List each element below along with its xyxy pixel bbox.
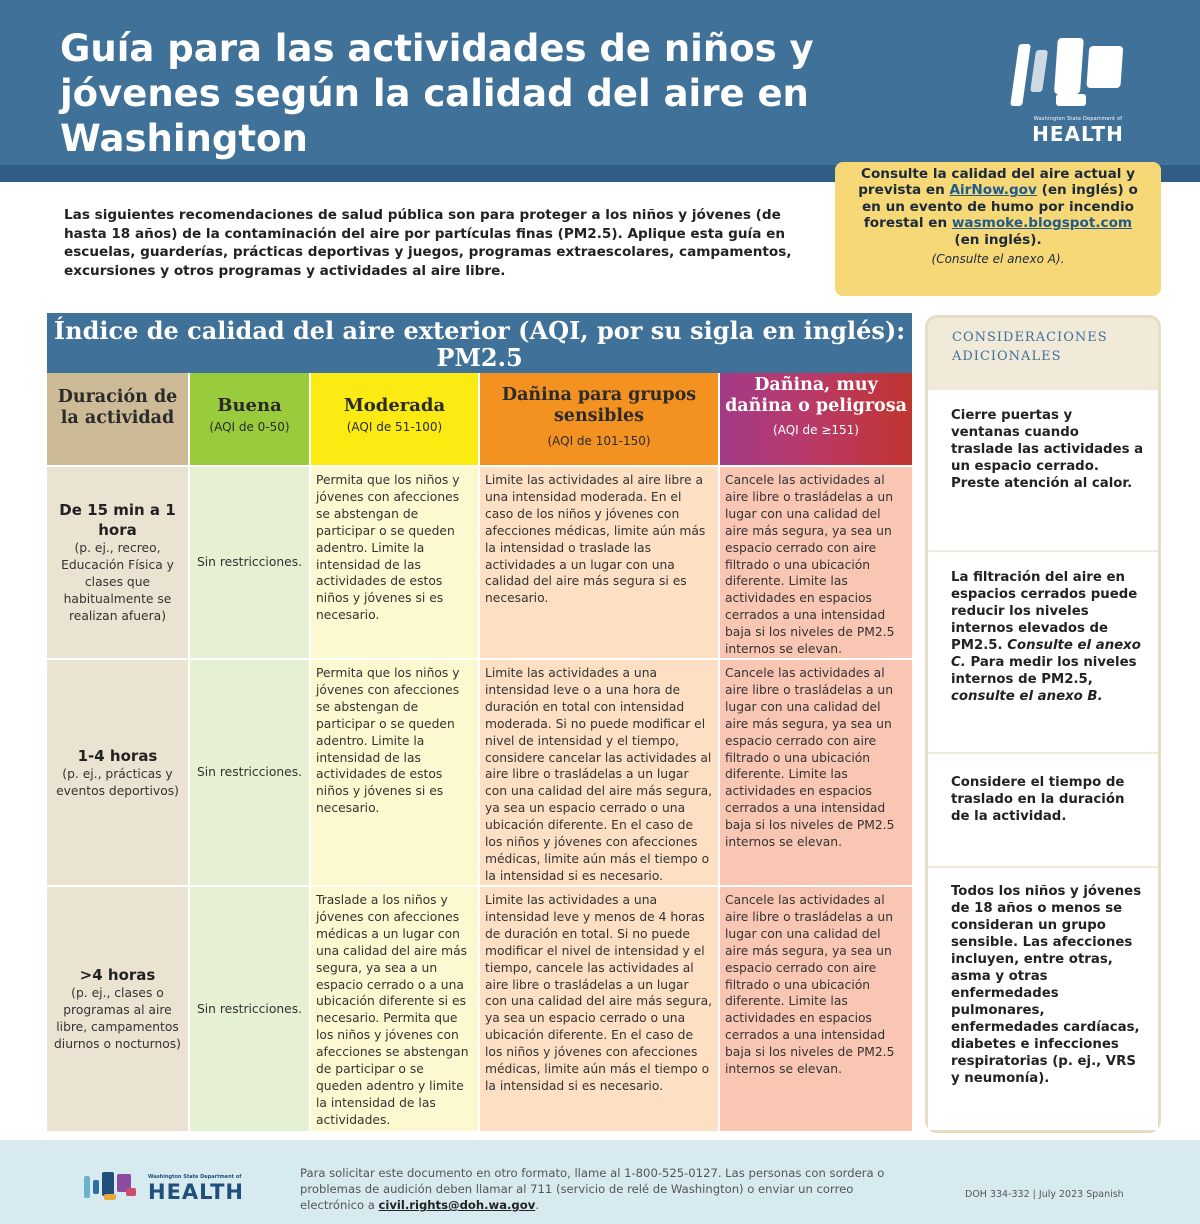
column-sensitive-range: (AQI de 101-150) <box>547 434 651 448</box>
airnow-callout <box>835 162 1161 296</box>
filtration-text: La filtración del aire en espacios cerrados puede reducir los niveles internos elevados de PM2.5. <box>951 570 1138 653</box>
measure-text: Para medir los niveles internos de PM2.5, <box>951 655 1137 687</box>
row-2-examples: (p. ej., prácticas y eventos deportivos) <box>56 766 179 798</box>
table-row-2-sensitive: Limite las actividades a una intensidad leve o a una hora de duración en total con intensidad moderada. Si no puede modificar el nivel de intensidad y el tiempo, considere cancelar las actividades al aire libre o trasládelas a un lugar con una calidad del aire más segura, ya sea un espacio cerrado o una ubicación diferente. En el caso de los niños y jóvenes con afecciones médicas, limite aún más el tiempo o la intensidad si es necesario. <box>480 660 718 885</box>
document-code: DOH 334-332 | July 2023 Spanish <box>965 1189 1124 1200</box>
sidebar-block-filtration <box>928 552 1158 752</box>
table-row-3-good: Sin restricciones. <box>190 887 309 1131</box>
sidebar-title: CONSIDERACIONES ADICIONALES <box>952 330 1108 364</box>
column-duration <box>47 373 188 465</box>
airnow-link[interactable]: AirNow.gov <box>949 182 1037 199</box>
column-unhealthy-label: Dañina, muy dañina o peligrosa <box>725 375 907 416</box>
logo-subtitle: Washington State Department of <box>1033 116 1123 122</box>
accessibility-text: Para solicitar este documento en otro formato, llame al 1-800-525-0127. Las personas con sordera o problemas de audición deben llamar al 711 (servicio de relé de Washington) o enviar un correo electrónico a <box>300 1166 885 1212</box>
table-row-1-good: Sin restricciones. <box>190 467 309 658</box>
logo-wordmark: HEALTH <box>1032 122 1124 146</box>
sidebar-block-travel: Considere el tiempo de traslado en la duración de la actividad. <box>928 754 1158 866</box>
accessibility-notice <box>300 1165 910 1213</box>
table-row-1-unhealthy: Cancele las actividades al aire libre o trasládelas a un lugar con una calidad del aire más segura, ya sea un espacio cerrado con aire filtrado o una ubicación diferente. Limite las actividades en espacios cerrados a una intensidad baja si los niveles de PM2.5 internos se elevan. <box>720 467 912 658</box>
row-1-examples: (p. ej., recreo, Educación Física y clases que habitualmente se realizan afuera) <box>61 541 174 623</box>
annex-b-ref: consulte el anexo B. <box>951 689 1103 704</box>
aqi-table-title: Índice de calidad del aire exterior (AQI, por su sigla en inglés): PM2.5 <box>47 313 912 373</box>
sidebar-block-sensitive-group: Todos los niños y jóvenes de 18 años o menos se consideran un grupo sensible. Las afecciones incluyen, entre otras, asma y otras enfermedades pulmonares, enfermedades cardíacas, diabetes e infecciones respiratorias (p. ej., VRS y neumonía). <box>928 868 1158 1130</box>
table-row-1-moderate: Permita que los niños y jóvenes con afecciones se abstengan de participar o se queden adentro. Limite la intensidad de las actividades de estos niños y jóvenes si es necesario. <box>311 467 478 658</box>
column-good-label: Buena <box>217 395 282 416</box>
civil-rights-email-link[interactable]: civil.rights@doh.wa.gov <box>378 1198 536 1212</box>
page-title: Guía para las actividades de niños y jóvenes según la calidad del aire en Washington <box>60 27 814 160</box>
column-good-range: (AQI de 0-50) <box>209 420 290 434</box>
additional-considerations-panel <box>925 315 1161 1133</box>
doh-logo <box>1000 36 1140 146</box>
accessibility-end: . <box>535 1198 539 1212</box>
table-row-2-moderate: Permita que los niños y jóvenes con afecciones se abstengan de participar o se queden adentro. Limite la intensidad de las actividades de estos niños y jóvenes si es necesario. <box>311 660 478 885</box>
table-row-3-duration <box>47 887 188 1131</box>
wasmoke-link[interactable]: wasmoke.blogspot.com <box>951 215 1133 232</box>
callout-text-3: (en inglés). <box>954 231 1042 248</box>
doh-logo-icon <box>1000 36 1140 116</box>
column-sensitive <box>480 373 718 465</box>
column-sensitive-label: Dañina para grupos sensibles <box>501 385 697 426</box>
row-3-duration-label: >4 horas <box>79 966 156 984</box>
column-moderate-range: (AQI de 51-100) <box>346 420 443 434</box>
table-row-1-duration <box>47 467 188 658</box>
callout-text-1: Consulte la calidad del aire actual y prevista en <box>858 166 1136 199</box>
callout-text-2: (en inglés) o en un evento de humo por incendio forestal en <box>861 182 1138 232</box>
table-row-3-moderate: Traslade a los niños y jóvenes con afecciones médicas a un lugar con una calidad del aire más segura, ya sea a un espacio cerrado o a una ubicación diferente si es necesario. Permita que los niños y jóvenes con afecciones se abstengan de participar o se queden adentro y limite la intensidad de las actividades. <box>311 887 478 1131</box>
footer-doh-logo <box>82 1170 262 1210</box>
column-good <box>190 373 309 465</box>
row-2-duration-label: 1-4 horas <box>77 746 158 765</box>
annex-c-ref: Consulte el anexo C. <box>951 638 1141 670</box>
column-moderate-label: Moderada <box>343 395 446 416</box>
table-row-2-good: Sin restricciones. <box>190 660 309 885</box>
column-unhealthy <box>720 373 912 465</box>
sidebar-block-doors: Cierre puertas y ventanas cuando traslade las actividades a un espacio cerrado. Preste atención al calor. <box>928 390 1158 550</box>
footer-logo-icon <box>82 1170 144 1202</box>
footer-logo-subtitle: Washington State Department of <box>148 1174 242 1180</box>
footer <box>0 1140 1200 1224</box>
callout-annex-note: (Consulte el anexo A). <box>931 252 1065 267</box>
table-row-3-sensitive: Limite las actividades a una intensidad leve y menos de 4 horas de duración en total. Si no puede modificar el nivel de intensidad y el tiempo, cancele las actividades al aire libre o trasládelas a un lugar con una calidad del aire más segura, ya sea un espacio cerrado o una ubicación diferente. En el caso de los niños y jóvenes con afecciones médicas, limite aún más el tiempo o la intensidad si es necesario. <box>480 887 718 1131</box>
table-row-1-sensitive: Limite las actividades al aire libre a una intensidad moderada. En el caso de los niños y jóvenes con afecciones médicas, limite aún más la intensidad o traslade las actividades a un lugar con una calidad del aire más segura si es necesario. <box>480 467 718 658</box>
footer-logo-wordmark: HEALTH <box>148 1180 244 1204</box>
row-1-duration-label: De 15 min a 1 hora <box>59 501 176 539</box>
column-moderate <box>311 373 478 465</box>
intro-paragraph: Las siguientes recomendaciones de salud pública son para proteger a los niños y jóvenes (de hasta 18 años) de la contaminación del aire por partículas finas (PM2.5). Aplique esta guía en escuelas, guarderías, prácticas deportivas y juegos, programas extraescolares, campamentos, excursiones y otros programas y actividades al aire libre. <box>64 207 792 279</box>
table-row-2-unhealthy: Cancele las actividades al aire libre o trasládelas a un lugar con una calidad del aire más segura, ya sea un espacio cerrado con aire filtrado o una ubicación diferente. Limite las actividades en espacios cerrados a una intensidad baja si los niveles de PM2.5 internos se elevan. <box>720 660 912 885</box>
row-3-examples: (p. ej., clases o programas al aire libre, campamentos diurnos o nocturnos) <box>54 986 181 1051</box>
table-row-2-duration <box>47 660 188 885</box>
column-unhealthy-range: (AQI de ≥151) <box>773 423 859 437</box>
column-duration-label: Duración de la actividad <box>57 387 178 428</box>
table-row-3-unhealthy: Cancele las actividades al aire libre o trasládelas a un lugar con una calidad del aire más segura, ya sea un espacio cerrado con aire filtrado o una ubicación diferente. Limite las actividades en espacios cerrados a una intensidad baja si los niveles de PM2.5 internos se elevan. <box>720 887 912 1131</box>
